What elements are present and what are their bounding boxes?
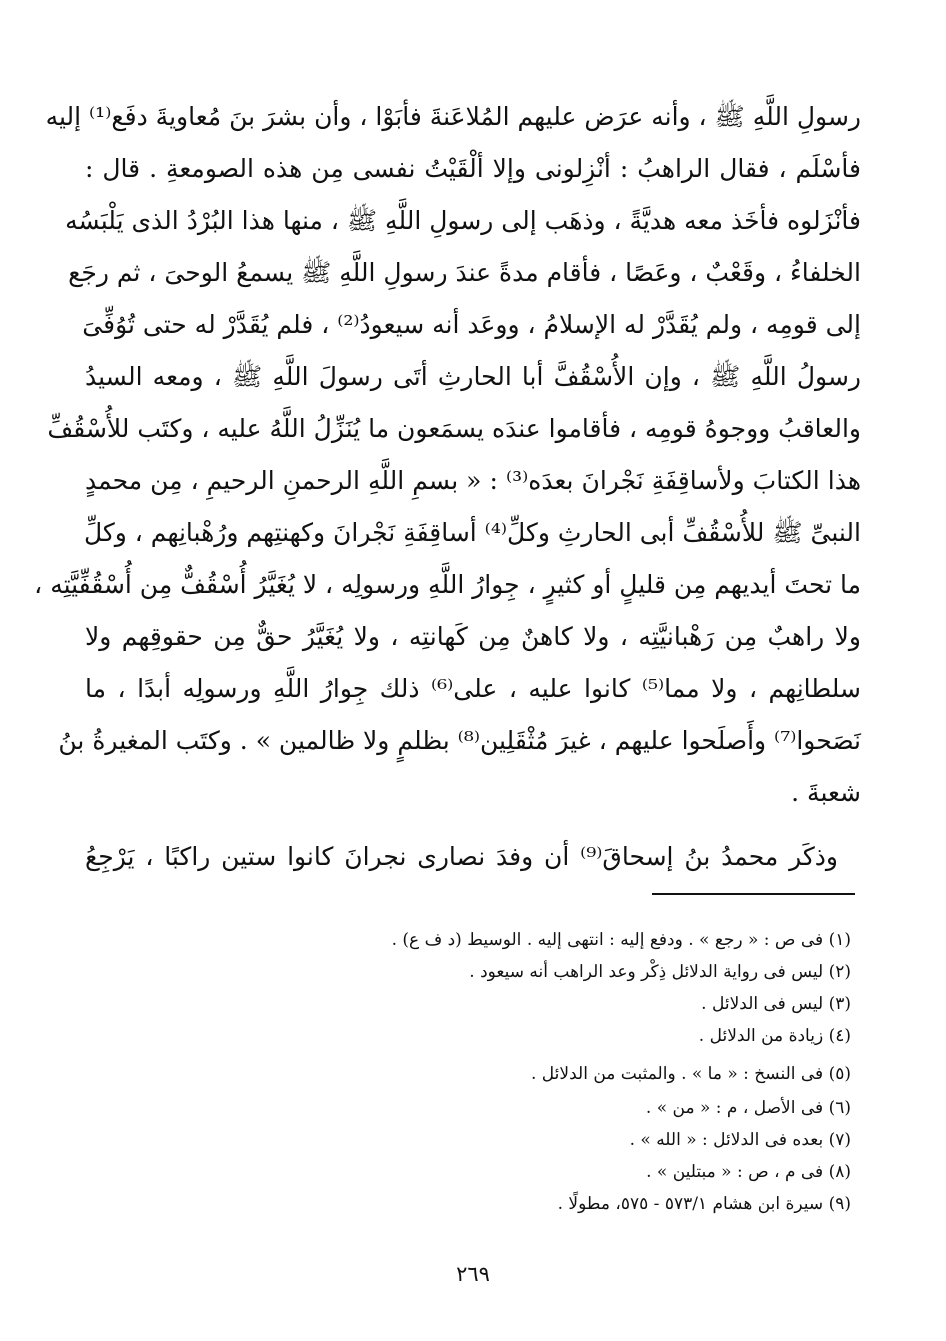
body-line-7: والعاقبُ ووجوهُ قومِه ، فأقاموا عندَه يسمَعون ما يُنَزِّلُ اللَّهُ عليه ، وكتَب للأُسْقُفِّ bbox=[47, 414, 861, 443]
footnote-8: (٨) فى م ، ص : « مبتلين » . bbox=[646, 1162, 851, 1182]
body-line-4: الخلفاءُ ، وقَعْبٌ ، وعَصًا ، فأقام مدةً عندَ رسولِ اللَّهِ ﷺ يسمعُ الوحىَ ، ثم رجَع bbox=[68, 258, 861, 287]
footnote-1: (١) فى ص : « رجع » . ودفع إليه : انتهى إليه . الوسيط (د ف ع) . bbox=[391, 930, 851, 950]
page-number: ٢٦٩ bbox=[456, 1262, 490, 1286]
body-line-1: رسولِ اللَّهِ ﷺ ، وأنه عرَض عليهم المُلاعَنةَ فأبَوْا ، وأن بشرَ بنَ مُعاويةَ دفَع⁽¹⁾ إليه bbox=[45, 102, 861, 131]
footnote-6: (٦) فى الأصل ، م : « من » . bbox=[645, 1098, 851, 1118]
footnote-separator bbox=[652, 893, 855, 895]
body-line-9: النبىِّ ﷺ للأُسْقُفِّ أبى الحارثِ وكلِّ⁽⁴⁾ أساقِفَةِ نَجْرانَ وكهنتِهم ورُهْبانِهم ، وكلِّ bbox=[83, 518, 861, 547]
body-line-12: سلطانِهم ، ولا مما⁽⁵⁾ كانوا عليه ، على⁽⁶⁾ ذلك جِوارُ اللَّهِ ورسولِه أبدًا ، ما bbox=[85, 674, 862, 703]
body-line-8: هذا الكتابَ ولأساقِفَةِ نَجْرانَ بعدَه⁽³⁾ : « بسمِ اللَّهِ الرحمنِ الرحيمِ ، مِن محمدٍ bbox=[85, 466, 862, 495]
footnote-9: (٩) سيرة ابن هشام ٥٧٣/١ - ٥٧٥، مطولًا . bbox=[557, 1194, 851, 1214]
footnote-3: (٣) ليس فى الدلائل . bbox=[701, 994, 851, 1014]
body-line-13: نَصَحوا⁽⁷⁾ وأَصلَحوا عليهم ، غيرَ مُثْقَلِين⁽⁸⁾ بظلمٍ ولا ظالمين » . وكتَب المغيرةُ بنُ bbox=[58, 726, 861, 755]
body-line-2: فأسْلَم ، فقال الراهبُ : أنْزِلونى وإلا ألْقَيْتُ نفسى مِن هذه الصومعةِ . قال : bbox=[85, 154, 861, 183]
body-line-5: إلى قومِه ، ولم يُقَدَّرْ له الإسلامُ ، ووعَد أنه سيعودُ⁽²⁾ ، فلم يُقَدَّرْ له حتى تُوُفِّىَ bbox=[82, 310, 861, 339]
body-line-6: رسولُ اللَّهِ ﷺ ، وإن الأُسْقُفَّ أبا الحارثِ أتَى رسولَ اللَّهِ ﷺ ، ومعه السيدُ bbox=[85, 362, 861, 391]
footnote-5: (٥) فى النسخ : « ما » . والمثبت من الدلائل . bbox=[530, 1064, 851, 1084]
body-line-14: شعبةَ . bbox=[791, 778, 861, 807]
body-line-11: ولا راهبٌ مِن رَهْبانيَّتِه ، ولا كاهنٌ مِن كَهانتِه ، ولا يُغَيَّرُ حقٌّ مِن حقوقِهم ولا bbox=[85, 622, 861, 651]
footnote-4: (٤) زيادة من الدلائل . bbox=[698, 1026, 851, 1046]
footnote-7: (٧) بعده فى الدلائل : « الله » . bbox=[629, 1130, 851, 1150]
body-line-3: فأنْزَلوه فأخَذ معه هديَّةً ، وذهَب إلى رسولِ اللَّهِ ﷺ ، منها هذا البُرْدُ الذى يَلْبَسُه bbox=[65, 206, 861, 235]
body-line-15: وذكَر محمدُ بنُ إسحاقَ⁽⁹⁾ أن وفدَ نصارى نجرانَ كانوا ستين راكبًا ، يَرْجِعُ bbox=[85, 842, 838, 871]
body-line-10: ما تحتَ أيديهم مِن قليلٍ أو كثيرٍ ، جِوارُ اللَّهِ ورسولِه ، لا يُغَيَّرُ أُسْقُفٌّ مِن أُسْقُفِّيَّتِه ، bbox=[34, 570, 861, 599]
footnote-2: (٢) ليس فى رواية الدلائل ذِكْر وعد الراهب أنه سيعود . bbox=[469, 962, 851, 982]
